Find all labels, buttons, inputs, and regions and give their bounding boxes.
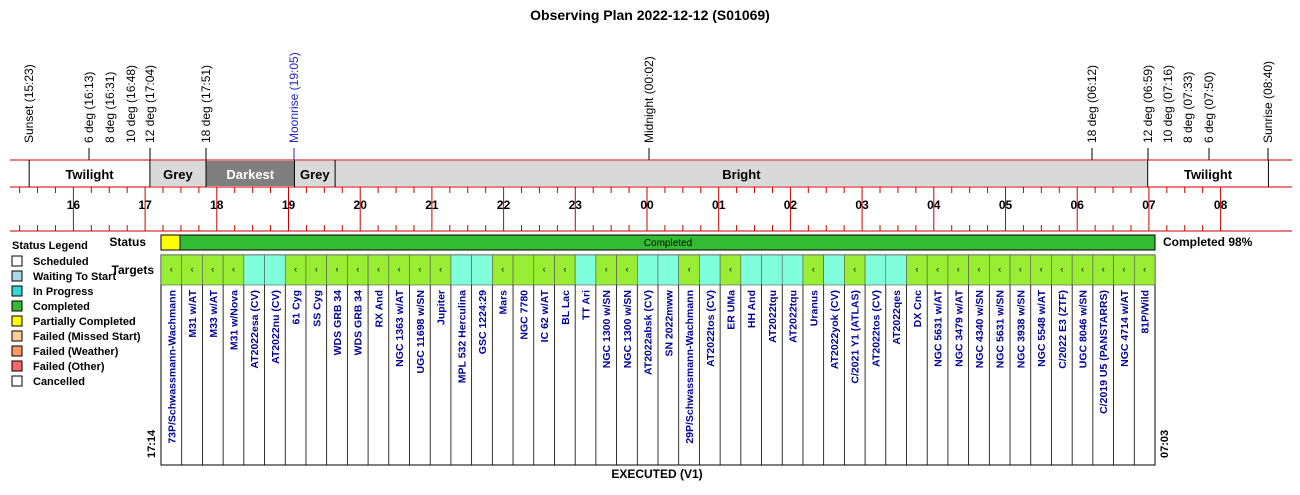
period-label: Twilight [1183, 167, 1233, 182]
target-mark: ‹ [376, 264, 380, 274]
event-label: Sunrise (08:40) [1261, 60, 1275, 143]
status-partial-segment [161, 235, 180, 250]
status-summary: Completed 98% [1163, 235, 1253, 249]
target-mark: ‹ [314, 264, 318, 274]
target-block [886, 255, 907, 285]
event-label: Moonrise (19:05) [287, 52, 301, 143]
target-name: AT2022tos (CV) [870, 290, 883, 367]
target-block [824, 255, 845, 285]
target-mark: ‹ [1060, 264, 1064, 274]
target-name: SS Cyg [311, 290, 324, 327]
target-mark: ‹ [418, 264, 422, 274]
target-name: AT2022tqu [766, 290, 779, 343]
target-name: NGC 4714 w/AT [1118, 290, 1131, 367]
sky-period-bar [10, 160, 1292, 187]
target-name: IC 62 w/AT [539, 290, 552, 343]
target-block [244, 255, 265, 285]
hour-label: 21 [425, 198, 439, 212]
target-block [575, 255, 596, 285]
legend-item-label: Failed (Other) [33, 361, 105, 373]
event-label: 10 deg (07:16) [1161, 64, 1175, 143]
target-name: NGC 1300 w/SN [621, 290, 634, 369]
target-name: 61 Cyg [290, 290, 303, 325]
event-label: 8 deg (16:31) [103, 71, 117, 143]
target-mark: ‹ [915, 264, 919, 274]
hour-label: 02 [783, 198, 798, 212]
target-name: RX And [373, 290, 386, 328]
target-name: UGC 11698 w/SN [414, 290, 427, 374]
target-block [265, 255, 286, 285]
target-block [699, 255, 720, 285]
target-name: WDS GRB 34 [352, 290, 365, 356]
hour-label: 07 [1142, 198, 1156, 212]
hour-axis [10, 187, 1292, 231]
legend-swatch [12, 286, 22, 296]
target-block [451, 255, 472, 285]
target-name: NGC 3938 w/SN [1015, 290, 1028, 369]
target-mark: ‹ [1081, 264, 1085, 274]
hour-label: 19 [281, 198, 296, 212]
event-markers [22, 52, 1275, 160]
target-mark: ‹ [439, 264, 443, 274]
hour-label: 06 [1070, 198, 1084, 212]
hour-label: 23 [568, 198, 582, 212]
legend-swatch [12, 271, 22, 281]
target-name: TT Ari [580, 290, 593, 320]
target-block [741, 255, 762, 285]
legend-swatch [12, 346, 22, 356]
target-name: NGC 5631 w/SN [994, 290, 1007, 369]
target-name: Mars [497, 290, 510, 315]
target-mark: ‹ [936, 264, 940, 274]
hour-label: 20 [353, 198, 367, 212]
target-mark: ‹ [169, 264, 173, 274]
target-mark: ‹ [853, 264, 857, 274]
target-mark: ‹ [811, 264, 815, 274]
event-label: Midnight (00:02) [642, 56, 656, 143]
hour-label: 03 [855, 198, 869, 212]
end-time: 07:03 [1159, 429, 1171, 458]
target-name: 81P/Wild [1139, 290, 1152, 334]
target-mark: ‹ [356, 264, 360, 274]
target-names [161, 285, 1152, 465]
status-row-label: Status [109, 235, 146, 249]
legend-item-label: Completed [33, 301, 90, 313]
legend-swatch [12, 331, 22, 341]
target-mark: ‹ [998, 264, 1002, 274]
target-name: NGC 5548 w/AT [1036, 290, 1049, 367]
legend-item-label: Waiting To Start [33, 271, 117, 283]
status-completed-label: Completed [643, 238, 693, 249]
target-name: NGC 4340 w/SN [973, 290, 986, 369]
target-name: C/2022 E3 (ZTF) [1056, 290, 1069, 369]
legend-swatch [12, 316, 22, 326]
target-name: Jupiter [435, 290, 448, 326]
target-name: GSC 1224:29 [476, 289, 489, 355]
target-mark: ‹ [1018, 264, 1022, 274]
target-name: AT2022tqu [787, 290, 800, 343]
legend-title: Status Legend [12, 240, 88, 252]
target-block [782, 255, 803, 285]
target-mark: ‹ [728, 264, 732, 274]
target-block [637, 255, 658, 285]
target-name: C/2021 Y1 (ATLAS) [849, 290, 862, 384]
period-label: Grey [163, 167, 193, 182]
targets-row-label: Targets [111, 263, 154, 277]
target-mark: ‹ [335, 264, 339, 274]
target-block [865, 255, 886, 285]
target-mark: ‹ [542, 264, 546, 274]
legend-item-label: Cancelled [33, 376, 85, 388]
legend-swatch [12, 256, 22, 266]
hour-label: 22 [496, 198, 511, 212]
hour-label: 16 [66, 198, 81, 212]
target-mark: ‹ [294, 264, 298, 274]
target-block [762, 255, 783, 285]
event-label: 18 deg (06:12) [1085, 64, 1099, 143]
legend-item-label: In Progress [33, 286, 94, 298]
target-mark: ‹ [231, 264, 235, 274]
legend-swatch [12, 376, 22, 386]
target-name: AT2022nu (CV) [269, 290, 282, 364]
hour-label: 18 [210, 198, 224, 212]
target-mark: ‹ [563, 264, 567, 274]
target-name: AT2022absk (CV) [642, 290, 655, 376]
target-mark: ‹ [501, 264, 505, 274]
target-name: DX Cnc [911, 290, 924, 328]
event-label: 8 deg (07:33) [1181, 71, 1195, 143]
legend-item-label: Partially Completed [33, 316, 136, 328]
event-label: 10 deg (16:48) [124, 64, 138, 143]
target-name: AT2022yok (CV) [829, 290, 842, 370]
target-name: AT2022esa (CV) [249, 290, 262, 369]
target-mark: ‹ [1101, 264, 1105, 274]
target-mark: ‹ [687, 264, 691, 274]
target-name: NGC 7780 [518, 290, 531, 340]
target-name: NGC 1300 w/SN [601, 290, 614, 369]
event-label: 12 deg (17:04) [143, 64, 157, 143]
hour-label: 04 [927, 198, 941, 212]
legend-item-label: Scheduled [33, 256, 89, 268]
target-name: M31 w/Nova [228, 290, 241, 351]
event-label: 6 deg (16:13) [82, 71, 96, 143]
period-label: Darkest [226, 167, 275, 182]
target-mark: ‹ [625, 264, 629, 274]
target-name: UGC 8046 w/SN [1077, 290, 1090, 369]
target-mark: ‹ [190, 264, 194, 274]
page-title: Observing Plan 2022-12-12 (S01069) [530, 7, 770, 23]
period-label: Grey [299, 167, 330, 182]
target-name: ER UMa [725, 290, 738, 330]
target-mark: ‹ [604, 264, 608, 274]
target-name: C/2019 U5 (PANSTARRS) [1098, 290, 1111, 414]
legend-swatch [12, 301, 22, 311]
target-name: MPL 532 Herculina [456, 290, 469, 384]
target-mark: ‹ [1143, 264, 1147, 274]
target-name: HH And [746, 290, 759, 329]
hour-label: 01 [712, 198, 726, 212]
event-label: 18 deg (17:51) [199, 64, 213, 143]
legend-item-label: Failed (Missed Start) [33, 331, 141, 343]
target-block [472, 255, 493, 285]
hour-label: 05 [998, 198, 1013, 212]
target-mark: ‹ [1122, 264, 1126, 274]
target-mark: ‹ [956, 264, 960, 274]
target-mark: ‹ [1039, 264, 1043, 274]
target-name: 73P/Schwassmann-Wachmann [166, 290, 179, 444]
start-time: 17:14 [146, 429, 158, 458]
target-name: AT2022tos (CV) [704, 290, 717, 367]
target-name: 29P/Schwassmann-Wachmann [684, 290, 697, 444]
target-block [658, 255, 679, 285]
event-label: 12 deg (06:59) [1141, 64, 1155, 143]
hour-label: 17 [138, 198, 152, 212]
hour-label: 00 [640, 198, 654, 212]
event-label: 6 deg (07:50) [1202, 71, 1216, 143]
hour-label: 08 [1213, 198, 1228, 212]
target-name: M31 w/AT [187, 290, 200, 338]
target-name: SN 2022mww [663, 290, 676, 357]
target-mark: ‹ [977, 264, 981, 274]
period-label: Bright [722, 167, 761, 182]
target-mark: ‹ [211, 264, 215, 274]
legend-swatch [12, 361, 22, 371]
target-name: NGC 1363 w/AT [394, 290, 407, 367]
footer-label: EXECUTED (V1) [611, 467, 703, 481]
status-row [109, 235, 1252, 250]
target-name: BL Lac [559, 290, 572, 325]
event-label: Sunset (15:23) [22, 64, 36, 143]
target-name: NGC 5631 w/AT [932, 290, 945, 367]
legend-item-label: Failed (Weather) [33, 346, 119, 358]
target-block [513, 255, 534, 285]
target-name: WDS GRB 34 [332, 290, 345, 356]
target-mark: ‹ [397, 264, 401, 274]
target-name: M33 w/AT [207, 290, 220, 338]
period-label: Twilight [65, 167, 114, 182]
target-name: Uranus [808, 290, 821, 327]
target-name: NGC 3479 w/AT [953, 289, 966, 367]
target-name: AT2022qes [891, 290, 904, 345]
